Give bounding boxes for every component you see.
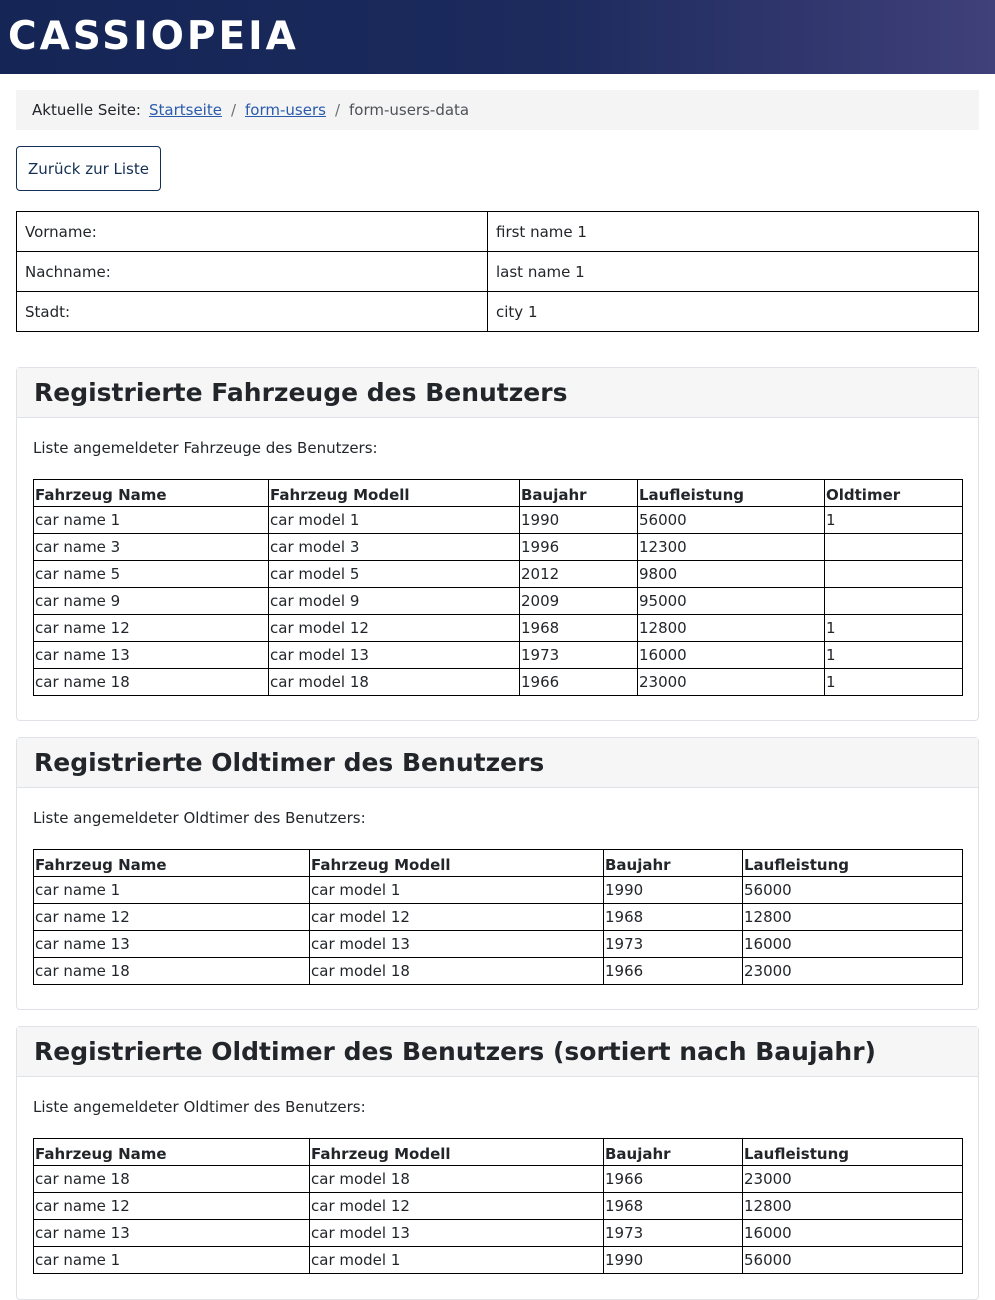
table-row bbox=[17, 252, 979, 292]
column-header: Fahrzeug Modell bbox=[310, 1139, 604, 1166]
cell-mileage: 95000 bbox=[638, 588, 825, 615]
breadcrumb-label: Aktuelle Seite: bbox=[32, 101, 141, 119]
info-value: last name 1 bbox=[488, 252, 979, 292]
cell-name: car name 18 bbox=[34, 669, 269, 696]
cell-model: car model 3 bbox=[269, 534, 520, 561]
cell-model: car model 13 bbox=[269, 642, 520, 669]
cell-mileage: 12300 bbox=[638, 534, 825, 561]
cell-name: car name 1 bbox=[34, 1247, 310, 1274]
site-header bbox=[0, 0, 995, 74]
cell-name: car name 13 bbox=[34, 642, 269, 669]
cell-model: car model 18 bbox=[269, 669, 520, 696]
cell-oldtimer: 1 bbox=[825, 669, 963, 696]
cell-model: car model 13 bbox=[310, 1220, 604, 1247]
cell-model: car model 18 bbox=[310, 1166, 604, 1193]
cell-mileage: 16000 bbox=[638, 642, 825, 669]
cell-model: car model 18 bbox=[310, 958, 604, 985]
cell-mileage: 16000 bbox=[743, 931, 963, 958]
cell-year: 1968 bbox=[604, 1193, 743, 1220]
cell-name: car name 18 bbox=[34, 1166, 310, 1193]
column-header: Laufleistung bbox=[743, 1139, 963, 1166]
cell-name: car name 12 bbox=[34, 1193, 310, 1220]
cell-oldtimer bbox=[825, 534, 963, 561]
oldtimers-sorted-card bbox=[16, 1026, 979, 1300]
cell-name: car name 9 bbox=[34, 588, 269, 615]
column-header: Laufleistung bbox=[638, 480, 825, 507]
card-header bbox=[17, 368, 978, 418]
card-description: Liste angemeldeter Fahrzeuge des Benutzers: bbox=[33, 439, 378, 457]
cell-mileage: 23000 bbox=[638, 669, 825, 696]
cell-year: 1973 bbox=[520, 642, 638, 669]
column-header: Oldtimer bbox=[825, 480, 963, 507]
column-header: Fahrzeug Modell bbox=[310, 850, 604, 877]
table-header-row bbox=[34, 480, 963, 507]
cell-model: car model 1 bbox=[269, 507, 520, 534]
table-row bbox=[34, 561, 963, 588]
cell-year: 1990 bbox=[604, 1247, 743, 1274]
cell-mileage: 56000 bbox=[743, 1247, 963, 1274]
cell-year: 1968 bbox=[520, 615, 638, 642]
cell-oldtimer bbox=[825, 588, 963, 615]
cell-model: car model 1 bbox=[310, 877, 604, 904]
card-header bbox=[17, 1027, 978, 1077]
cell-model: car model 12 bbox=[269, 615, 520, 642]
cell-year: 1990 bbox=[520, 507, 638, 534]
card-header bbox=[17, 738, 978, 788]
table-row bbox=[17, 212, 979, 252]
site-logo[interactable]: CASSIOPEIA bbox=[8, 13, 299, 59]
table-row bbox=[34, 615, 963, 642]
cell-model: car model 12 bbox=[310, 904, 604, 931]
cell-year: 1968 bbox=[604, 904, 743, 931]
info-value: city 1 bbox=[488, 292, 979, 332]
back-to-list-button[interactable]: Zurück zur Liste bbox=[16, 146, 161, 191]
cell-oldtimer: 1 bbox=[825, 642, 963, 669]
card-description: Liste angemeldeter Oldtimer des Benutzers: bbox=[33, 809, 366, 827]
breadcrumb-link-startseite[interactable]: Startseite bbox=[148, 101, 222, 119]
table-row bbox=[34, 877, 963, 904]
cell-mileage: 23000 bbox=[743, 958, 963, 985]
table-row bbox=[17, 292, 979, 332]
cell-year: 1966 bbox=[520, 669, 638, 696]
column-header: Baujahr bbox=[604, 1139, 743, 1166]
cell-mileage: 9800 bbox=[638, 561, 825, 588]
cell-mileage: 12800 bbox=[638, 615, 825, 642]
vehicles-table bbox=[33, 479, 963, 696]
cell-name: car name 13 bbox=[34, 931, 310, 958]
cell-year: 1990 bbox=[604, 877, 743, 904]
card-description: Liste angemeldeter Oldtimer des Benutzers: bbox=[33, 1098, 366, 1116]
column-header: Laufleistung bbox=[743, 850, 963, 877]
cell-name: car name 1 bbox=[34, 507, 269, 534]
table-header-row bbox=[34, 1139, 963, 1166]
cell-model: car model 12 bbox=[310, 1193, 604, 1220]
cell-oldtimer: 1 bbox=[825, 507, 963, 534]
breadcrumb-separator: / bbox=[230, 101, 237, 119]
cell-name: car name 3 bbox=[34, 534, 269, 561]
column-header: Baujahr bbox=[520, 480, 638, 507]
column-header: Fahrzeug Modell bbox=[269, 480, 520, 507]
cell-mileage: 12800 bbox=[743, 904, 963, 931]
table-row bbox=[34, 931, 963, 958]
cell-name: car name 12 bbox=[34, 615, 269, 642]
cell-name: car name 18 bbox=[34, 958, 310, 985]
info-label: Nachname: bbox=[17, 252, 488, 292]
cell-name: car name 12 bbox=[34, 904, 310, 931]
oldtimers-sorted-table bbox=[33, 1138, 963, 1274]
cell-mileage: 23000 bbox=[743, 1166, 963, 1193]
table-row bbox=[34, 642, 963, 669]
table-row bbox=[34, 588, 963, 615]
cell-name: car name 1 bbox=[34, 877, 310, 904]
oldtimers-card bbox=[16, 737, 979, 1010]
table-row bbox=[34, 1193, 963, 1220]
info-label: Vorname: bbox=[17, 212, 488, 252]
cell-model: car model 13 bbox=[310, 931, 604, 958]
breadcrumb-current: form-users-data bbox=[349, 101, 470, 119]
cell-year: 2012 bbox=[520, 561, 638, 588]
user-info-table bbox=[16, 211, 979, 332]
breadcrumb-link-form-users[interactable]: form-users bbox=[245, 101, 326, 119]
table-header-row bbox=[34, 850, 963, 877]
card-title: Registrierte Oldtimer des Benutzers (sortiert nach Baujahr) bbox=[34, 1037, 876, 1066]
cell-mileage: 56000 bbox=[743, 877, 963, 904]
cell-mileage: 16000 bbox=[743, 1220, 963, 1247]
vehicles-card bbox=[16, 367, 979, 721]
table-row bbox=[34, 507, 963, 534]
cell-model: car model 9 bbox=[269, 588, 520, 615]
cell-oldtimer: 1 bbox=[825, 615, 963, 642]
column-header: Fahrzeug Name bbox=[34, 850, 310, 877]
cell-mileage: 56000 bbox=[638, 507, 825, 534]
table-row bbox=[34, 1247, 963, 1274]
cell-year: 2009 bbox=[520, 588, 638, 615]
card-title: Registrierte Oldtimer des Benutzers bbox=[34, 748, 545, 777]
breadcrumb-separator: / bbox=[334, 101, 340, 119]
cell-oldtimer bbox=[825, 561, 963, 588]
table-row bbox=[34, 958, 963, 985]
cell-year: 1966 bbox=[604, 1166, 743, 1193]
cell-model: car model 5 bbox=[269, 561, 520, 588]
table-row bbox=[34, 534, 963, 561]
cell-name: car name 5 bbox=[34, 561, 269, 588]
column-header: Fahrzeug Name bbox=[34, 1139, 310, 1166]
table-row bbox=[34, 1166, 963, 1193]
cell-year: 1973 bbox=[604, 931, 743, 958]
cell-model: car model 1 bbox=[310, 1247, 604, 1274]
cell-year: 1996 bbox=[520, 534, 638, 561]
cell-year: 1966 bbox=[604, 958, 743, 985]
table-row bbox=[34, 669, 963, 696]
info-value: first name 1 bbox=[488, 212, 979, 252]
column-header: Fahrzeug Name bbox=[34, 480, 269, 507]
cell-mileage: 12800 bbox=[743, 1193, 963, 1220]
cell-name: car name 13 bbox=[34, 1220, 310, 1247]
cell-year: 1973 bbox=[604, 1220, 743, 1247]
info-label: Stadt: bbox=[17, 292, 488, 332]
table-row bbox=[34, 1220, 963, 1247]
oldtimers-table bbox=[33, 849, 963, 985]
card-title: Registrierte Fahrzeuge des Benutzers bbox=[34, 378, 568, 407]
column-header: Baujahr bbox=[604, 850, 743, 877]
breadcrumb bbox=[16, 90, 979, 130]
table-row bbox=[34, 904, 963, 931]
